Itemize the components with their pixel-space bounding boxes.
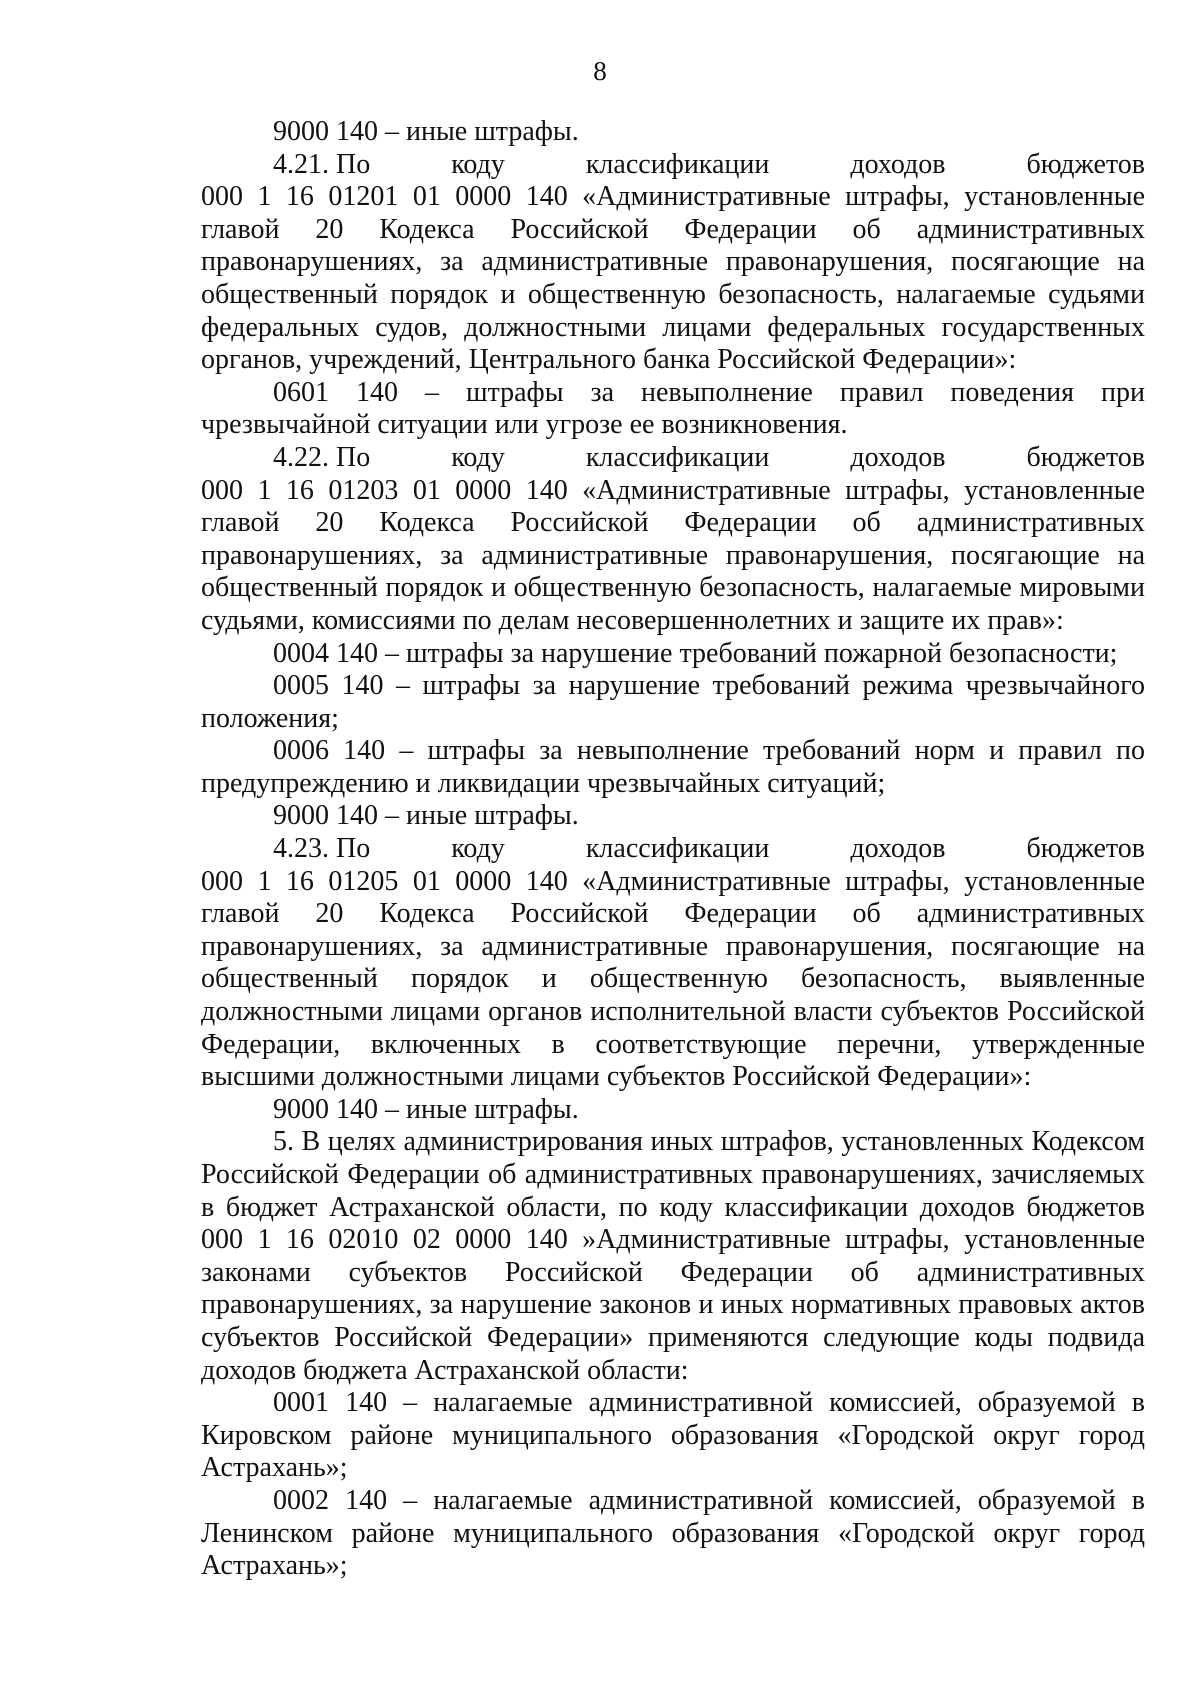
heading-word: 4.21. По	[273, 148, 371, 180]
heading-word: коду	[451, 148, 505, 180]
section-text: 000 1 16 01203 01 0000 140 «Административные штрафы, установленные главой 20 Кодекса Российской Федерации об административных правонарушениях, за административные правонарушения, посягающие на общественный порядок и общественную безопасность, налагаемые мировыми судьями, комиссиями по делам несовершеннолетних и защите их прав»:	[201, 474, 1145, 636]
section-text: 000 1 16 01205 01 0000 140 «Административные штрафы, установленные главой 20 Кодекса Российской Федерации об административных правонарушениях, за административные правонарушения, посягающие на общественный порядок и общественную безопасность, выявленные должностными лицами органов исполнительной власти субъектов Российской Федерации, включенных в соответствующие перечни, утвержденные высшими должностными лицами субъектов Российской Федерации»:	[201, 865, 1145, 1093]
document-body	[201, 116, 1145, 1583]
heading-word: классификации	[585, 148, 770, 180]
paragraph: 0002 140 – налагаемые административной комиссией, образуемой в Ленинском районе муниципального образования «Городской округ город Астрахань»;	[201, 1484, 1145, 1582]
page-number: 8	[593, 56, 607, 86]
heading-word: классификации	[585, 441, 770, 473]
heading-word: классификации	[585, 833, 770, 865]
paragraph: 0601 140 – штрафы за невыполнение правил поведения при чрезвычайной ситуации или угрозе ее возникновения.	[201, 376, 1145, 441]
paragraph: 0001 140 – налагаемые административной комиссией, образуемой в Кировском районе муниципального образования «Городской округ город Астрахань»;	[201, 1387, 1145, 1484]
section-heading-line	[273, 833, 1145, 866]
heading-word: бюджетов	[1026, 148, 1145, 180]
section-heading-line	[273, 149, 1145, 182]
paragraph: 0005 140 – штрафы за нарушение требований режима чрезвычайного положения;	[201, 670, 1145, 734]
heading-word: бюджетов	[1026, 833, 1145, 865]
section-text: 000 1 16 01201 01 0000 140 «Административные штрафы, установленные главой 20 Кодекса Российской Федерации об административных правонарушениях, за административные правонарушения, посягающие на общественный порядок и общественную безопасность, налагаемые судьями федеральных судов, должностными лицами федеральных государственных органов, учреждений, Центрального банка Российской Федерации»:	[201, 181, 1145, 376]
section-heading-line	[273, 442, 1145, 475]
paragraph: 9000 140 – иные штрафы.	[273, 116, 579, 147]
heading-word: 4.23. По	[273, 833, 371, 865]
paragraph: 5. В целях администрирования иных штрафов, установленных Кодексом Российской Федерации об административных правонарушениях, зачисляемых в бюджет Астраханской области, по коду классификации доходов бюджетов 000 1 16 02010 02 0000 140 »Административные штрафы, установленные законами субъектов Российской Федерации об административных правонарушениях, за нарушение законов и иных нормативных правовых актов субъектов Российской Федерации» применяются следующие коды подвида доходов бюджета Астраханской области:	[201, 1126, 1145, 1386]
heading-word: доходов	[850, 148, 946, 180]
paragraph: 0006 140 – штрафы за невыполнение требований норм и правил по предупреждению и ликвидации чрезвычайных ситуаций;	[201, 735, 1145, 799]
heading-word: коду	[451, 441, 505, 473]
paragraph: 0004 140 – штрафы за нарушение требований пожарной безопасности;	[273, 637, 1118, 669]
heading-word: 4.22. По	[273, 441, 371, 473]
paragraph: 9000 140 – иные штрафы.	[273, 1093, 579, 1125]
section-4-23	[201, 833, 1145, 1094]
heading-word: доходов	[850, 441, 946, 473]
heading-word: коду	[451, 833, 505, 865]
section-4-22	[201, 442, 1145, 638]
heading-word: доходов	[850, 833, 946, 865]
paragraph: 9000 140 – иные штрафы.	[273, 800, 579, 832]
section-4-21	[201, 149, 1145, 377]
heading-word: бюджетов	[1026, 441, 1145, 473]
